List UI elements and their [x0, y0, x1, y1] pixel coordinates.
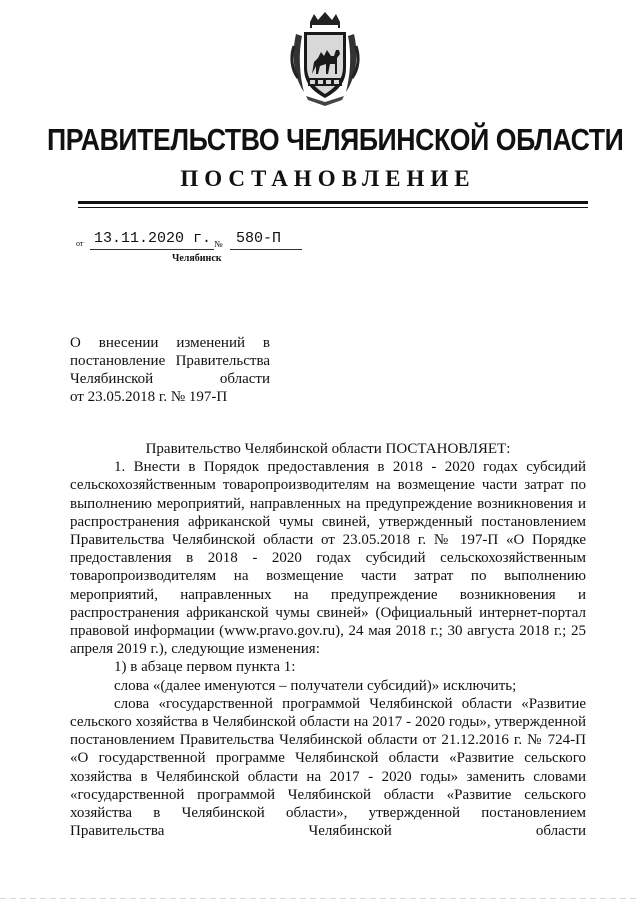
subject-line: Челябинской области — [70, 371, 270, 387]
body-paragraph: 1. Внести в Порядок предоставления в 2018 - 2020 годах субсидий сельскохозяйственным товаропроизводителям на возмещение части затрат по выполнению мероприятий, направленных на предупреждение возникновения и распространения африканской чумы свиней, утвержденный постановлением Правительства Челябинской области от 23.05.2018 г. № 197-П «О Порядке предоставления в 2018 - 2020 годах субсидий сельскохозяйственным товаропроизводителям на возмещение части затрат по выполнению мероприятий, направленных на предупреждение возникновения и распространения африканской чумы свиней» (Официальный интернет-портал правовой информации (www.pravo.gov.ru), 24 мая 2018 г.; 30 августа 2018 г.; 25 апреля 2019 г.), следующие изменения: — [70, 459, 586, 658]
chelyabinsk-coat-of-arms-icon — [290, 12, 360, 106]
document-number: 580-П — [236, 230, 282, 247]
document-date: 13.11.2020 г. — [94, 230, 212, 247]
header-divider-thick — [78, 201, 588, 204]
document-body — [70, 440, 586, 840]
subject-line: постановление Правительства — [70, 353, 270, 369]
body-paragraph: слова «государственной программой Челябинской области «Развитие сельского хозяйства в Челябинской области на 2017 - 2020 годы», утвержденной постановлением Правительства Челябинской области от 21.12.2016 г. № 724-П «О государственной программе Челябинской области «Развитие сельского хозяйства в Челябинской области на 2017 - 2020 годы» заменить словами «государственной программой Челябинской области «Развитие сельского хозяйства в Челябинской области», утвержденной постановлением Правительства Челябинской области — [70, 695, 586, 840]
government-title: ПРАВИТЕЛЬСТВО ЧЕЛЯБИНСКОЙ ОБЛАСТИ — [47, 122, 624, 157]
scan-artifact-line — [0, 898, 640, 899]
number-label: № — [214, 239, 223, 249]
body-paragraph: 1) в абзаце первом пункта 1: — [114, 659, 296, 676]
resolution-preamble: Правительство Челябинской области ПОСТАНОВЛЯЕТ: — [145, 441, 511, 457]
subject-line: от 23.05.2018 г. № 197-П — [70, 389, 228, 405]
number-underline — [230, 249, 302, 250]
document-dateline — [76, 230, 376, 270]
subject-line: О внесении изменений в — [70, 335, 270, 351]
document-subject — [70, 334, 270, 406]
body-paragraph: слова «(далее именуются – получатели субсидий)» исключить; — [114, 677, 517, 694]
header-divider-thin — [78, 207, 588, 208]
date-underline — [90, 249, 214, 250]
date-from-label: от — [76, 239, 84, 248]
document-type-title: ПОСТАНОВЛЕНИЕ — [180, 166, 476, 191]
document-city: Челябинск — [172, 253, 222, 264]
